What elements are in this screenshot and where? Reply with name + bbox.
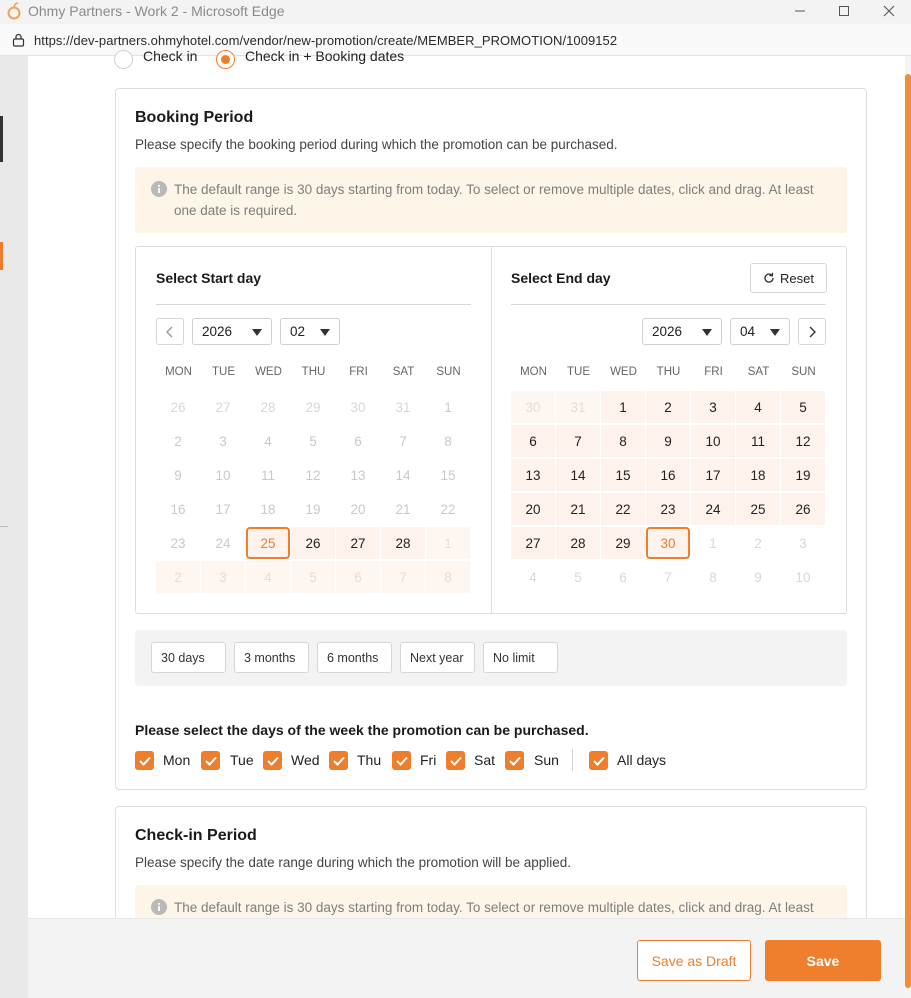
maximize-icon[interactable] [834, 2, 854, 20]
start-day-cell: 12 [305, 467, 321, 483]
checkmark-icon [450, 756, 462, 766]
radio-check-in-booking[interactable] [216, 50, 235, 69]
window-title: Ohmy Partners - Work 2 - Microsoft Edge [28, 3, 285, 19]
start-day-cell: 5 [309, 433, 317, 449]
end-day-cell[interactable]: 18 [736, 459, 780, 491]
checkbox-mon[interactable] [135, 751, 154, 770]
checkin-period-title: Check-in Period [135, 827, 257, 844]
start-day-cell: 3 [219, 433, 227, 449]
chevron-left-icon [165, 326, 175, 338]
end-day-cell[interactable]: 9 [646, 425, 690, 457]
quick-range-6-months[interactable]: 6 months [317, 642, 392, 673]
start-day-cell: 4 [246, 561, 290, 593]
start-day-cell: 6 [336, 561, 380, 593]
start-day-cell[interactable]: 25 [246, 527, 290, 559]
end-day-cell[interactable]: 24 [691, 493, 735, 525]
end-day-cell[interactable]: 5 [781, 391, 825, 423]
start-heading-rule [156, 304, 471, 305]
checkbox-thu-label[interactable]: Thu [357, 752, 382, 768]
start-year-value: 2026 [202, 324, 233, 339]
ohmy-logo-icon [6, 2, 22, 20]
start-day-cell: 3 [201, 561, 245, 593]
start-weekday-header: THU [301, 366, 326, 378]
end-day-cell[interactable]: 16 [646, 459, 690, 491]
start-month-select[interactable] [280, 318, 340, 345]
radio-check-in-label[interactable]: Check in [143, 48, 198, 64]
checkbox-sat-label[interactable]: Sat [474, 752, 496, 768]
end-weekday-header: TUE [567, 366, 590, 378]
start-day-cell: 8 [426, 561, 470, 593]
end-day-cell: 7 [664, 569, 672, 585]
end-day-cell[interactable]: 28 [556, 527, 600, 559]
end-day-cell: 9 [754, 569, 762, 585]
sidebar-active-marker [0, 242, 3, 270]
checkbox-sun-label[interactable]: Sun [534, 752, 559, 768]
promotion-form-panel [28, 48, 905, 918]
start-day-cell[interactable]: 26 [291, 527, 335, 559]
end-month-select[interactable] [730, 318, 790, 345]
end-weekday-header: WED [610, 366, 637, 378]
checkmark-icon [396, 756, 408, 766]
end-day-cell[interactable]: 22 [601, 493, 645, 525]
start-day-cell: 26 [170, 399, 186, 415]
end-day-cell: 31 [556, 391, 600, 423]
start-day-cell: 7 [399, 433, 407, 449]
end-day-cell[interactable]: 30 [646, 527, 690, 559]
end-month-value: 04 [740, 324, 756, 339]
end-day-cell[interactable]: 7 [556, 425, 600, 457]
chevron-right-icon [807, 326, 817, 338]
info-icon [151, 181, 167, 197]
quick-range-3-months[interactable]: 3 months [234, 642, 309, 673]
checkmark-icon [333, 756, 345, 766]
start-day-cell: 20 [350, 501, 366, 517]
reset-button-label: Reset [780, 270, 814, 286]
start-day-cell: 1 [426, 527, 470, 559]
checkin-info-note-text: The default range is 30 days starting from today. To select or remove multiple dates, click and drag. At least [174, 900, 814, 915]
start-day-cell: 9 [174, 467, 182, 483]
end-day-cell: 2 [754, 535, 762, 551]
start-day-cell: 28 [260, 399, 276, 415]
end-day-cell: 4 [529, 569, 537, 585]
start-weekday-header: SAT [392, 366, 415, 378]
start-day-cell: 15 [440, 467, 456, 483]
end-day-cell[interactable]: 17 [691, 459, 735, 491]
start-day-cell: 16 [170, 501, 186, 517]
address-bar[interactable] [0, 24, 911, 56]
checkmark-icon [509, 756, 521, 766]
save-button[interactable]: Save [765, 940, 881, 981]
minimize-icon[interactable] [790, 2, 810, 20]
checkbox-all-days[interactable] [589, 751, 608, 770]
checkbox-wed-label[interactable]: Wed [291, 752, 320, 768]
form-footer [28, 918, 905, 998]
start-day-cell: 5 [291, 561, 335, 593]
checkbox-sun[interactable] [505, 751, 524, 770]
end-weekday-header: FRI [704, 366, 723, 378]
booking-period-card [115, 88, 867, 790]
checkmark-icon [139, 756, 151, 766]
end-day-cell: 10 [795, 569, 811, 585]
start-day-cell: 27 [215, 399, 231, 415]
end-year-value: 2026 [652, 324, 683, 339]
sidebar-divider [0, 526, 8, 527]
booking-info-note [135, 167, 847, 233]
start-day-cell: 21 [395, 501, 411, 517]
end-day-cell[interactable]: 8 [601, 425, 645, 457]
caret-down-icon [702, 329, 712, 336]
checkbox-wed[interactable] [263, 751, 282, 770]
booking-period-description: Please specify the booking period during which the promotion can be purchased. [135, 137, 618, 152]
start-day-cell: 30 [350, 399, 366, 415]
start-day-cell: 14 [395, 467, 411, 483]
caret-down-icon [320, 329, 330, 336]
start-day-cell: 4 [264, 433, 272, 449]
background-sidebar [0, 56, 28, 998]
weekday-separator [572, 749, 573, 771]
checkbox-tue-label[interactable]: Tue [230, 752, 254, 768]
start-weekday-header: WED [255, 366, 282, 378]
start-day-cell: 24 [215, 535, 231, 551]
start-day-cell: 18 [260, 501, 276, 517]
checkmark-icon [267, 756, 279, 766]
end-day-cell[interactable]: 27 [511, 527, 555, 559]
end-year-select[interactable] [642, 318, 722, 345]
end-weekday-header: MON [520, 366, 547, 378]
start-weekday-header: MON [165, 366, 192, 378]
save-as-draft-button[interactable]: Save as Draft [637, 940, 751, 981]
start-day-cell: 23 [170, 535, 186, 551]
start-day-cell: 1 [444, 399, 452, 415]
start-day-cell: 6 [354, 433, 362, 449]
end-day-cell[interactable]: 6 [511, 425, 555, 457]
checkmark-icon [593, 756, 605, 766]
end-heading-rule [511, 304, 826, 305]
quick-range-30-days[interactable]: 30 days [151, 642, 226, 673]
end-day-cell[interactable]: 25 [736, 493, 780, 525]
start-day-cell: 2 [174, 433, 182, 449]
end-weekday-header: THU [656, 366, 681, 378]
url-text[interactable]: https://dev-partners.ohmyhotel.com/vendor/new-promotion/create/MEMBER_PROMOTION/1009152 [34, 33, 618, 48]
checkbox-sat[interactable] [446, 751, 465, 770]
start-day-cell[interactable]: 28 [381, 527, 425, 559]
caret-down-icon [252, 329, 262, 336]
start-year-select[interactable] [192, 318, 272, 345]
start-day-cell: 8 [444, 433, 452, 449]
close-icon[interactable] [879, 2, 899, 20]
end-day-cell[interactable]: 12 [781, 425, 825, 457]
radio-check-in[interactable] [114, 50, 133, 69]
end-day-cell: 8 [709, 569, 717, 585]
booking-info-note-text: The default range is 30 days starting from today. To select or remove multiple dates, click and drag. At least one date is required. [174, 182, 814, 218]
caret-down-icon [770, 329, 780, 336]
end-weekday-header: SAT [747, 366, 770, 378]
end-day-cell[interactable]: 21 [556, 493, 600, 525]
checkbox-mon-label[interactable]: Mon [163, 752, 191, 768]
lock-icon [12, 33, 25, 47]
start-day-cell: 11 [260, 467, 275, 483]
end-day-cell: 6 [619, 569, 627, 585]
info-icon [151, 899, 167, 915]
end-day-cell: 30 [511, 391, 555, 423]
checkbox-fri-label[interactable]: Fri [420, 752, 437, 768]
end-day-cell[interactable]: 23 [646, 493, 690, 525]
sidebar-marker [0, 116, 3, 162]
end-day-cell[interactable]: 14 [556, 459, 600, 491]
start-weekday-header: TUE [212, 366, 235, 378]
end-day-cell[interactable]: 2 [646, 391, 690, 423]
end-weekday-header: SUN [791, 366, 816, 378]
end-day-cell[interactable]: 3 [691, 391, 735, 423]
weekday-selection-title: Please select the days of the week the promotion can be purchased. [135, 722, 589, 738]
end-day-cell[interactable]: 19 [781, 459, 825, 491]
booking-period-title: Booking Period [135, 109, 254, 126]
calendar-divider [491, 247, 492, 613]
quick-range-next-year[interactable]: Next year [400, 642, 475, 673]
end-day-cell: 3 [799, 535, 807, 551]
start-weekday-header: FRI [349, 366, 368, 378]
checkbox-all-days-label[interactable]: All days [617, 752, 667, 768]
start-day-cell: 10 [215, 467, 231, 483]
end-day-heading: Select End day [511, 270, 611, 286]
checkmark-icon [205, 756, 217, 766]
start-day-cell: 19 [305, 501, 321, 517]
end-day-cell: 5 [574, 569, 582, 585]
start-day-cell[interactable]: 27 [336, 527, 380, 559]
checkbox-thu[interactable] [329, 751, 348, 770]
end-day-cell[interactable]: 20 [511, 493, 555, 525]
start-day-cell: 7 [381, 561, 425, 593]
checkbox-fri[interactable] [392, 751, 411, 770]
next-month-button[interactable] [798, 318, 826, 345]
start-day-cell: 22 [440, 501, 456, 517]
checkin-period-description: Please specify the date range during which the promotion will be applied. [135, 855, 572, 870]
end-day-cell: 1 [709, 535, 717, 551]
window-titlebar [0, 0, 911, 24]
refresh-icon [763, 272, 775, 284]
end-day-cell[interactable]: 13 [511, 459, 555, 491]
start-day-cell: 17 [215, 501, 231, 517]
start-day-cell: 13 [350, 467, 366, 483]
end-day-cell[interactable]: 29 [601, 527, 645, 559]
end-day-cell[interactable]: 1 [601, 391, 645, 423]
start-day-cell: 29 [305, 399, 321, 415]
radio-check-in-booking-label[interactable]: Check in + Booking dates [245, 48, 405, 64]
prev-month-button[interactable] [156, 318, 184, 345]
end-day-cell[interactable]: 11 [736, 425, 780, 457]
start-weekday-header: SUN [436, 366, 461, 378]
start-day-cell: 31 [395, 399, 411, 415]
quick-range-no-limit[interactable]: No limit [483, 642, 558, 673]
end-day-cell[interactable]: 4 [736, 391, 780, 423]
quick-range-bar [135, 630, 847, 686]
end-day-cell[interactable]: 10 [691, 425, 735, 457]
scrollbar-thumb[interactable] [905, 74, 911, 988]
booking-calendar-box [135, 246, 847, 614]
reset-button[interactable] [750, 263, 827, 293]
start-day-heading: Select Start day [156, 270, 262, 286]
start-day-cell: 2 [156, 561, 200, 593]
checkbox-tue[interactable] [201, 751, 220, 770]
end-day-cell[interactable]: 26 [781, 493, 825, 525]
start-month-value: 02 [290, 324, 306, 339]
end-day-cell[interactable]: 15 [601, 459, 645, 491]
